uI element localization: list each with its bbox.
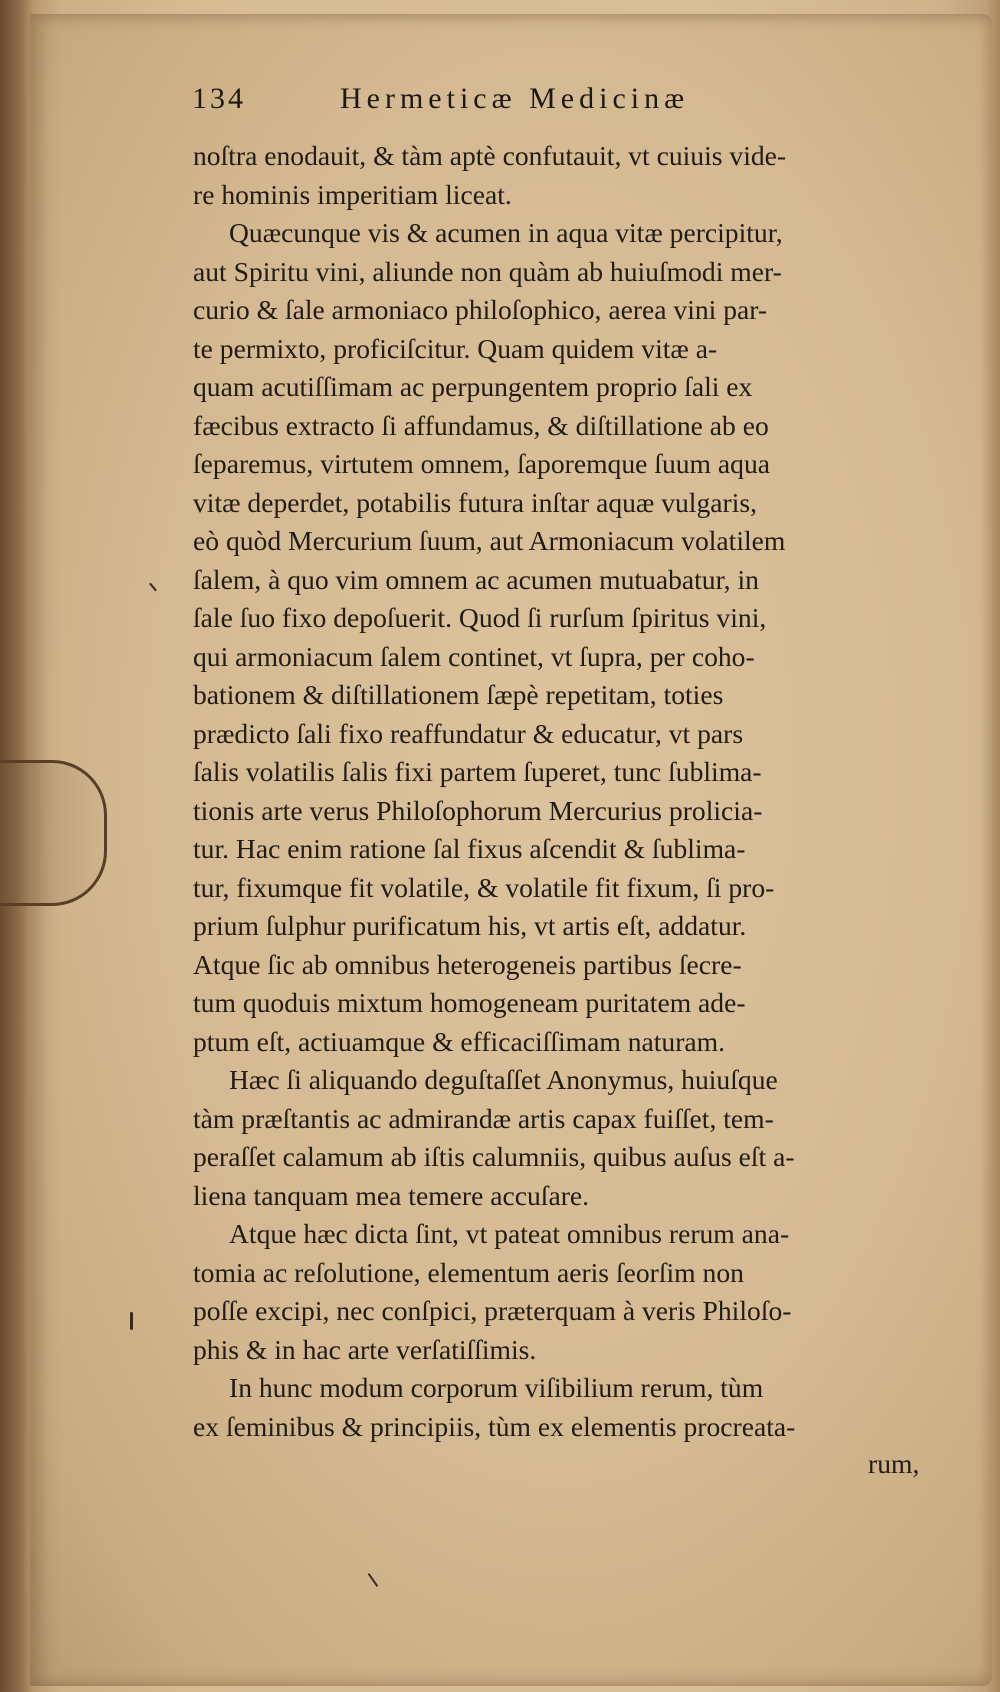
book-clasp — [0, 760, 107, 906]
text-line: tàm præſtantis ac admirandæ artis capax fuiſſet, tem- — [193, 1102, 774, 1134]
text-line: tur, fixumque fit volatile, & volatile fit fixum, ſi pro- — [193, 871, 775, 903]
text-line: Atque ſic ab omnibus heterogeneis partibus ſecre- — [193, 948, 742, 980]
text-line: ptum eſt, actiuamque & efficaciſſimam naturam. — [193, 1025, 726, 1057]
text-line: phis & in hac arte verſatiſſimis. — [193, 1333, 537, 1365]
text-line: fæcibus extracto ſi affundamus, & diſtillatione ab eo — [193, 409, 769, 441]
text-line: Atque hæc dicta ſint, vt pateat omnibus rerum ana- — [229, 1218, 790, 1249]
text-line: Hæc ſi aliquando deguſtaſſet Anonymus, huiuſque — [229, 1064, 778, 1095]
page-number: 134 — [192, 82, 246, 115]
text-line: te permixto, proficiſcitur. Quam quidem vitæ a- — [193, 332, 718, 364]
text-line: qui armoniacum ſalem continet, vt ſupra, per coho- — [193, 640, 755, 672]
text-line: peraſſet calamum ab iſtis calumniis, quibus auſus eſt a- — [193, 1141, 795, 1172]
text-line: ſeparemus, virtutem omnem, ſaporemque ſuum aqua — [193, 448, 771, 479]
text-line: liena tanquam mea temere accuſare. — [193, 1179, 590, 1211]
text-line: tum quoduis mixtum homogeneam puritatem ade- — [193, 987, 746, 1018]
text-line: ſalis volatilis ſalis fixi partem ſuperet, tunc ſublima- — [193, 756, 762, 787]
text-line: ſalem, à quo vim omnem ac acumen mutuabatur, in — [193, 563, 759, 595]
body-text — [193, 137, 928, 1446]
text-line: tomia ac reſolutione, elementum aeris ſeorſim non — [193, 1256, 744, 1288]
text-line: re hominis imperitiam liceat. — [193, 178, 512, 210]
text-line: prium ſulphur purificatum his, vt artis eſt, addatur. — [193, 910, 747, 941]
text-line: noſtra enodauit, & tàm aptè confutauit, vt cuiuis vide- — [193, 140, 787, 171]
text-line: quam acutiſſimam ac perpungentem proprio ſali ex — [193, 371, 753, 402]
text-line: eò quòd Mercurium ſuum, aut Armoniacum volatilem — [193, 525, 786, 556]
text-line: Quæcunque vis & acumen in aqua vitæ percipitur, — [229, 217, 783, 248]
text-line: ex ſeminibus & principiis, tùm ex elementis procreata- — [193, 1410, 796, 1442]
page-header — [192, 82, 912, 122]
text-line: In hunc modum corporum viſibilium rerum, tùm — [229, 1372, 764, 1403]
text-line: ſale ſuo fixo depoſuerit. Quod ſi rurſum ſpiritus vini, — [193, 602, 767, 633]
text-line: aut Spiritu vini, aliunde non quàm ab huiuſmodi mer- — [193, 255, 782, 287]
text-line: prædicto ſali fixo reaffundatur & educatur, vt pars — [193, 717, 744, 749]
text-line: curio & ſale armoniaco philoſophico, aerea vini par- — [193, 294, 768, 325]
text-line: vitæ deperdet, potabilis futura inſtar aquæ vulgaris, — [193, 486, 758, 518]
text-line: poſſe excipi, nec conſpici, præterquam à veris Philoſo- — [193, 1295, 792, 1326]
ink-speck — [130, 1312, 133, 1330]
text-line: tionis arte verus Philoſophorum Mercurius prolicia- — [193, 794, 763, 826]
text-line: bationem & diſtillationem ſæpè repetitam, toties — [193, 679, 724, 710]
catchword: rum, — [868, 1448, 920, 1479]
running-title: Hermeticæ Medicinæ — [340, 82, 690, 115]
text-line: tur. Hac enim ratione ſal fixus aſcendit & ſublima- — [193, 833, 746, 864]
